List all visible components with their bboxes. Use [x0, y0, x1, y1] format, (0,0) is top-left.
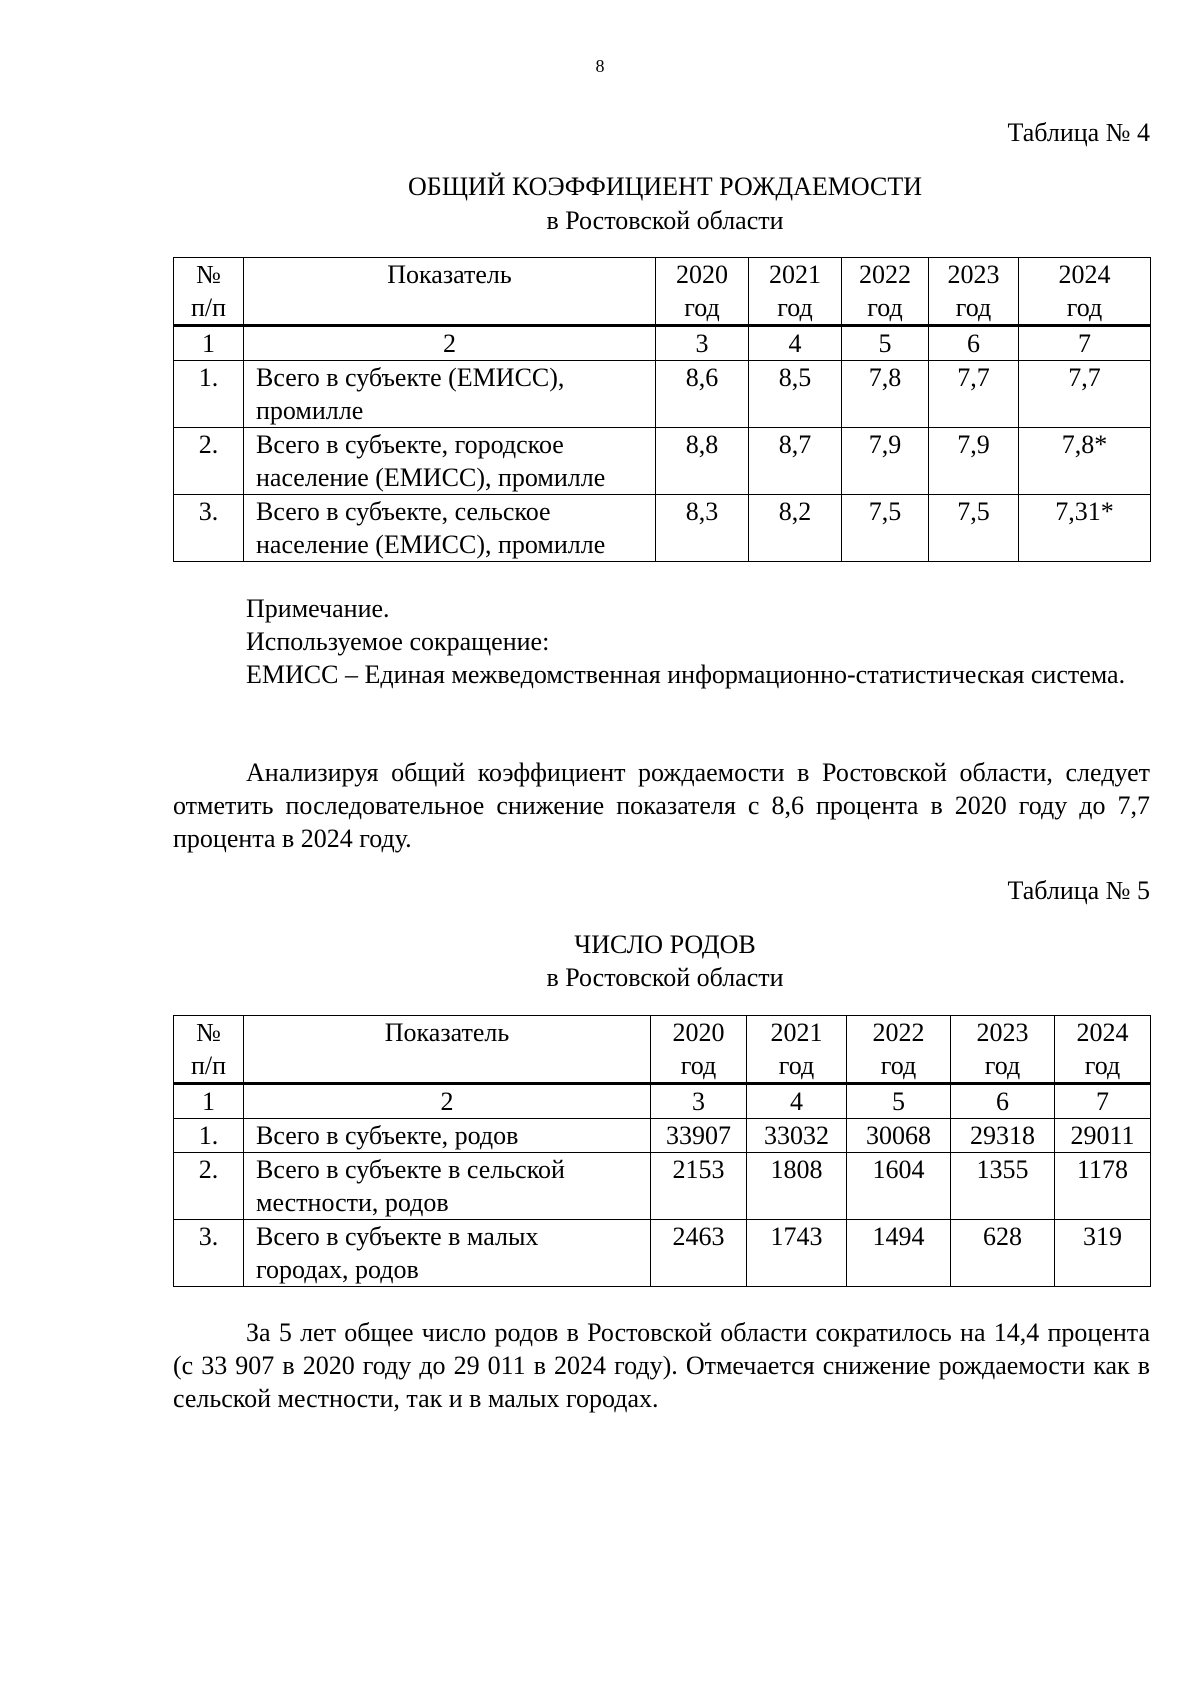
header-year: 2023 год: [929, 258, 1019, 326]
col-number: 4: [749, 326, 842, 361]
table4-colnum-row: [174, 326, 1151, 361]
header-year: 2020 год: [656, 258, 749, 326]
row-value: 7,5: [929, 495, 1019, 562]
header-num: № п/п: [174, 1016, 244, 1084]
row-num: 2.: [174, 1153, 244, 1220]
row-indicator: Всего в субъекте в малых городах, родов: [244, 1220, 651, 1287]
table4-subtitle: в Ростовской области: [546, 206, 784, 235]
paragraph-2-text: За 5 лет общее число родов в Ростовской области сократилось на 14,4 процента (с 33 907 в 2020 году до 29 011 в 2024 году). Отмечается снижение рождаемости как в сельской местности, так и в малых городах.: [173, 1318, 1150, 1413]
header-year: 2021 год: [747, 1016, 847, 1084]
row-value: 7,7: [929, 361, 1019, 428]
table-row: [174, 1153, 1151, 1220]
row-value: 8,8: [656, 428, 749, 495]
col-number: 4: [747, 1084, 847, 1119]
col-number: 5: [847, 1084, 951, 1119]
row-value: 8,6: [656, 361, 749, 428]
row-value: 2153: [651, 1153, 747, 1220]
row-value: 628: [951, 1220, 1055, 1287]
row-num: 1.: [174, 1119, 244, 1153]
row-value: 29011: [1055, 1119, 1151, 1153]
col-number: 6: [929, 326, 1019, 361]
header-indicator: Показатель: [244, 1016, 651, 1084]
col-number: 2: [244, 326, 656, 361]
row-indicator: Всего в субъекте, сельское население (ЕМИСС), промилле: [244, 495, 656, 562]
table5-title: ЧИСЛО РОДОВ: [574, 930, 756, 959]
row-value: 8,3: [656, 495, 749, 562]
paragraph-1: [173, 756, 1150, 855]
row-num: 3.: [174, 1220, 244, 1287]
row-num: 2.: [174, 428, 244, 495]
table4: [173, 257, 1151, 562]
row-value: 8,7: [749, 428, 842, 495]
row-value: 29318: [951, 1119, 1055, 1153]
col-number: 1: [174, 1084, 244, 1119]
row-value: 33032: [747, 1119, 847, 1153]
table-row: [174, 428, 1151, 495]
col-number: 2: [244, 1084, 651, 1119]
row-indicator: Всего в субъекте в сельской местности, родов: [244, 1153, 651, 1220]
col-number: 6: [951, 1084, 1055, 1119]
table-row: [174, 1119, 1151, 1153]
row-value: 8,5: [749, 361, 842, 428]
col-number: 7: [1055, 1084, 1151, 1119]
row-value: 7,7: [1019, 361, 1151, 428]
header-indicator: Показатель: [244, 258, 656, 326]
header-year: 2020 год: [651, 1016, 747, 1084]
table5: [173, 1015, 1151, 1287]
row-value: 7,9: [842, 428, 929, 495]
header-year: 2022 год: [847, 1016, 951, 1084]
table4-header-row: [174, 258, 1151, 326]
note-abbr-title: Используемое сокращение:: [246, 627, 550, 656]
row-value: 7,5: [842, 495, 929, 562]
row-value: 1355: [951, 1153, 1055, 1220]
table5-header-row: [174, 1016, 1151, 1084]
row-value: 1604: [847, 1153, 951, 1220]
row-indicator: Всего в субъекте, родов: [244, 1119, 651, 1153]
row-indicator: Всего в субъекте (ЕМИСС), промилле: [244, 361, 656, 428]
row-value: 7,8*: [1019, 428, 1151, 495]
table5-label: Таблица № 5: [1007, 876, 1150, 905]
col-number: 7: [1019, 326, 1151, 361]
header-year: 2021 год: [749, 258, 842, 326]
row-value: 1494: [847, 1220, 951, 1287]
table-row: [174, 361, 1151, 428]
row-value: 30068: [847, 1119, 951, 1153]
row-value: 7,8: [842, 361, 929, 428]
row-value: 1178: [1055, 1153, 1151, 1220]
header-year: 2023 год: [951, 1016, 1055, 1084]
col-number: 1: [174, 326, 244, 361]
col-number: 5: [842, 326, 929, 361]
table5-subtitle: в Ростовской области: [546, 963, 784, 992]
row-num: 3.: [174, 495, 244, 562]
table4-title: ОБЩИЙ КОЭФФИЦИЕНТ РОЖДАЕМОСТИ: [407, 172, 922, 201]
page-number: 8: [595, 56, 605, 76]
table4-label: Таблица № 4: [1007, 118, 1150, 147]
row-value: 8,2: [749, 495, 842, 562]
col-number: 3: [656, 326, 749, 361]
row-indicator: Всего в субъекте, городское население (ЕМИСС), промилле: [244, 428, 656, 495]
row-num: 1.: [174, 361, 244, 428]
header-year: 2022 год: [842, 258, 929, 326]
row-value: 2463: [651, 1220, 747, 1287]
note-abbr-text: ЕМИСС – Единая межведомственная информационно-статистическая система.: [246, 660, 1126, 689]
row-value: 319: [1055, 1220, 1151, 1287]
row-value: 1808: [747, 1153, 847, 1220]
header-year: 2024 год: [1055, 1016, 1151, 1084]
table-row: [174, 495, 1151, 562]
note-title: Примечание.: [246, 594, 390, 623]
paragraph-1-text: Анализируя общий коэффициент рождаемости в Ростовской области, следует отметить последовательное снижение показателя с 8,6 процента в 2020 году до 7,7 процента в 2024 году.: [173, 758, 1150, 853]
table-row: [174, 1220, 1151, 1287]
row-value: 7,9: [929, 428, 1019, 495]
col-number: 3: [651, 1084, 747, 1119]
row-value: 33907: [651, 1119, 747, 1153]
row-value: 7,31*: [1019, 495, 1151, 562]
paragraph-2: [173, 1316, 1150, 1415]
header-num: № п/п: [174, 258, 244, 326]
header-year: 2024 год: [1019, 258, 1151, 326]
note-block: [173, 592, 1150, 691]
table5-colnum-row: [174, 1084, 1151, 1119]
row-value: 1743: [747, 1220, 847, 1287]
